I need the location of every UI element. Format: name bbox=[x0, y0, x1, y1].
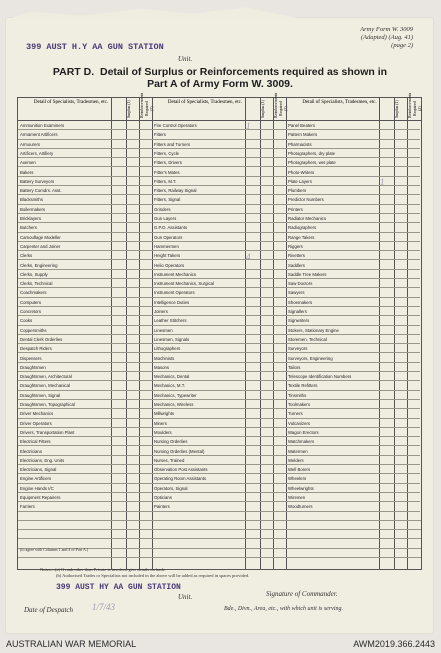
entry-cells bbox=[111, 307, 152, 316]
entry-cells bbox=[245, 372, 286, 381]
specialist-row: Mechanics, Typewriter bbox=[152, 391, 245, 400]
specialist-row: Nursing Orderlies bbox=[152, 437, 245, 446]
entry-cells bbox=[379, 195, 420, 204]
specialist-row: Joiners bbox=[152, 307, 245, 316]
note-b: (b) Authorised Trades or Specialists not included in the above will be added as required in spaces provided. bbox=[56, 573, 250, 578]
specialist-row: Butchers bbox=[18, 223, 111, 232]
specialist-row: G.P.O. Assistants bbox=[152, 223, 245, 232]
entry-cells bbox=[379, 409, 420, 418]
entry-cells bbox=[245, 288, 286, 297]
entry-cells bbox=[245, 158, 286, 167]
entry-cells bbox=[379, 298, 420, 307]
entry-cells bbox=[111, 409, 152, 418]
specialist-row: Opticians bbox=[152, 493, 245, 502]
specialist-row: Wiremen bbox=[286, 493, 379, 502]
specialist-row: Woodturners bbox=[286, 502, 379, 511]
title-line1: Detail of Surplus or Reinforcements required as shown in bbox=[100, 66, 388, 78]
specialist-row: Photographers, wet plate bbox=[286, 158, 379, 167]
blank-row bbox=[18, 530, 421, 539]
column-note: (to agree with Columns 1 and 4 of Part A.) bbox=[20, 547, 89, 552]
entry-cells bbox=[111, 344, 152, 353]
entry-cells bbox=[111, 168, 152, 177]
mark-height-takers: 4 bbox=[246, 252, 251, 262]
form-page: (page 2) bbox=[391, 42, 413, 49]
col1-spec-header: Detail of Specialists, Tradesmen, etc. bbox=[33, 100, 109, 105]
specialist-row: Instrument Mechanics bbox=[152, 270, 245, 279]
specialist-row: Computers bbox=[18, 298, 111, 307]
entry-cells bbox=[245, 409, 286, 418]
specialist-row: Surveyors bbox=[286, 344, 379, 353]
entry-cells bbox=[245, 168, 286, 177]
entry-cells bbox=[379, 474, 420, 483]
entry-cells bbox=[245, 344, 286, 353]
unit-label-bottom: Unit. bbox=[178, 593, 193, 601]
entry-cells bbox=[379, 186, 420, 195]
col3-spec-header: Detail of Specialists, Tradesmen, etc. bbox=[302, 100, 377, 105]
specialist-row: Equipment Repairers bbox=[18, 493, 111, 502]
entry-cells bbox=[111, 335, 152, 344]
specialist-row: Draughtsmen, Signal bbox=[18, 391, 111, 400]
specialist-row: Surveyors, Engineering bbox=[286, 354, 379, 363]
entry-cells bbox=[245, 233, 286, 242]
entry-cells bbox=[379, 233, 420, 242]
entry-cells bbox=[379, 261, 420, 270]
specialist-row: Mechanics, M.T. bbox=[152, 381, 245, 390]
specialist-row: Electricians, Signal bbox=[18, 465, 111, 474]
specialist-row: Leather Stitchers bbox=[152, 316, 245, 325]
entry-cells bbox=[379, 177, 420, 186]
specialist-row: Dental Clerk Orderlies bbox=[18, 335, 111, 344]
entry-cells bbox=[379, 484, 420, 493]
specialist-row: Plumbers bbox=[286, 186, 379, 195]
entry-cells bbox=[379, 121, 420, 130]
specialist-row: Painters bbox=[152, 502, 245, 511]
entry-cells bbox=[245, 130, 286, 139]
entry-cells bbox=[245, 391, 286, 400]
form-title bbox=[40, 66, 400, 90]
specialist-row: Lithographers bbox=[152, 344, 245, 353]
entry-cells bbox=[245, 205, 286, 214]
specialist-row: Boilermakers bbox=[18, 205, 111, 214]
entry-cells bbox=[111, 121, 152, 130]
specialist-row: Artificers, Artillery bbox=[18, 149, 111, 158]
entry-cells bbox=[245, 474, 286, 483]
entry-cells bbox=[245, 307, 286, 316]
entry-cells bbox=[245, 195, 286, 204]
col1-reinf-header: Reinforcements Required (2) bbox=[139, 92, 154, 118]
entry-cells bbox=[111, 261, 152, 270]
entry-cells bbox=[111, 447, 152, 456]
specialist-row: Fitters, M.T. bbox=[152, 177, 245, 186]
entry-cells bbox=[379, 214, 420, 223]
entry-cells bbox=[379, 344, 420, 353]
entry-cells bbox=[111, 474, 152, 483]
entry-cells bbox=[245, 493, 286, 502]
note-a: Notes—(a) If rank other than Private is involved give details on back. bbox=[40, 567, 166, 572]
specialist-row: Electrical Fitters bbox=[18, 437, 111, 446]
entry-cells bbox=[245, 279, 286, 288]
specialist-row: Helio Operators bbox=[152, 261, 245, 270]
specialist-row: Camouflage Modeller bbox=[18, 233, 111, 242]
col2-header bbox=[152, 92, 288, 121]
entry-cells bbox=[111, 428, 152, 437]
entry-cells bbox=[245, 456, 286, 465]
entry-cells bbox=[245, 316, 286, 325]
entry-cells bbox=[245, 465, 286, 474]
entry-cells bbox=[379, 168, 420, 177]
specialist-row: Fitters and Turners bbox=[152, 140, 245, 149]
entry-cells bbox=[379, 140, 420, 149]
entry-cells bbox=[245, 354, 286, 363]
specialist-row: Bricklayers bbox=[18, 214, 111, 223]
specialist-row: Vulcanizers bbox=[286, 419, 379, 428]
entry-cells bbox=[111, 130, 152, 139]
specialist-row: Mechanics, Wireless bbox=[152, 400, 245, 409]
entry-cells bbox=[111, 251, 152, 260]
entry-cells bbox=[111, 465, 152, 474]
specialist-row: Height Takers bbox=[152, 251, 245, 260]
specialist-row: Riggers bbox=[286, 242, 379, 251]
specialist-row: Clerks, Engineering bbox=[18, 261, 111, 270]
entry-cells bbox=[111, 279, 152, 288]
entry-cells bbox=[111, 381, 152, 390]
caption-accession: AWM2019.366.2443 bbox=[353, 639, 435, 649]
specialist-row: Signwriters bbox=[286, 316, 379, 325]
entry-cells bbox=[245, 298, 286, 307]
specialist-row: Drivers, Transportation Plant bbox=[18, 428, 111, 437]
entry-cells bbox=[111, 270, 152, 279]
specialist-row: Battery Surveyors bbox=[18, 177, 111, 186]
specialist-row: Plate Layers bbox=[286, 177, 379, 186]
specialist-row: Masons bbox=[152, 363, 245, 372]
specialist-row: Axemen bbox=[18, 158, 111, 167]
entry-cells bbox=[379, 307, 420, 316]
bde-label: Bde., Divn., Area, etc., with which unit is serving. bbox=[224, 606, 343, 612]
entry-cells bbox=[111, 149, 152, 158]
specialist-row: Shoemakers bbox=[286, 298, 379, 307]
specialist-row: Photo-Writers bbox=[286, 168, 379, 177]
specialist-row: Carpenter and Joiner bbox=[18, 242, 111, 251]
specialist-row: Fitters bbox=[152, 130, 245, 139]
entry-cells bbox=[245, 214, 286, 223]
entry-cells bbox=[245, 251, 286, 260]
entry-cells bbox=[111, 354, 152, 363]
entry-cells bbox=[379, 502, 420, 511]
specialist-row: Driver Mechanics bbox=[18, 409, 111, 418]
title-line2: Part A of Army Form W. 3009. bbox=[147, 78, 293, 90]
specialist-row: Fitter's Mates bbox=[152, 168, 245, 177]
specialist-row: Pattern Makers bbox=[286, 130, 379, 139]
entry-cells bbox=[379, 400, 420, 409]
unit-label-top: Unit. bbox=[178, 55, 193, 63]
specialist-row: Toolmakers bbox=[286, 400, 379, 409]
entry-cells bbox=[379, 437, 420, 446]
specialist-row: Bakers bbox=[18, 168, 111, 177]
specialist-row: Range Takers bbox=[286, 233, 379, 242]
entry-cells bbox=[111, 456, 152, 465]
entry-cells bbox=[245, 149, 286, 158]
entry-cells bbox=[379, 270, 420, 279]
entry-cells bbox=[379, 493, 420, 502]
specialist-row: Saddle Tree Makers bbox=[286, 270, 379, 279]
entry-cells bbox=[111, 298, 152, 307]
entry-cells bbox=[111, 316, 152, 325]
entry-cells bbox=[379, 381, 420, 390]
specialist-row: Hammermen bbox=[152, 242, 245, 251]
specialist-row: Rivetters bbox=[286, 251, 379, 260]
entry-cells bbox=[245, 400, 286, 409]
archive-caption bbox=[0, 635, 441, 653]
specialist-row: Coachmakers bbox=[18, 288, 111, 297]
specialist-row: Clerks, Supply bbox=[18, 270, 111, 279]
entry-cells bbox=[111, 372, 152, 381]
entry-cells bbox=[111, 502, 152, 511]
specialist-row: Draughtsmen bbox=[18, 363, 111, 372]
specialist-row: Watermen bbox=[286, 447, 379, 456]
entry-cells bbox=[245, 223, 286, 232]
specialist-row: Fitters, Cycle bbox=[152, 149, 245, 158]
specialist-row: Saddlers bbox=[286, 261, 379, 270]
specialist-grid bbox=[17, 92, 422, 570]
specialist-row: Stokers, Stationary Engine bbox=[286, 326, 379, 335]
specialist-row: Fitters, Signal bbox=[152, 195, 245, 204]
specialist-row: Fire Control Operators bbox=[152, 121, 245, 130]
entry-cells bbox=[379, 465, 420, 474]
entry-cells bbox=[111, 363, 152, 372]
form-number: Army Form W. 3009 bbox=[360, 26, 413, 33]
specialist-row: Linesmen, Signals bbox=[152, 335, 245, 344]
entry-cells bbox=[379, 447, 420, 456]
entry-cells bbox=[111, 177, 152, 186]
entry-cells bbox=[379, 335, 420, 344]
specialist-row: Turners bbox=[286, 409, 379, 418]
specialist-row: Linesmen bbox=[152, 326, 245, 335]
specialist-row: Sawyers bbox=[286, 288, 379, 297]
entry-cells bbox=[111, 437, 152, 446]
caption-institution: AUSTRALIAN WAR MEMORIAL bbox=[6, 639, 137, 649]
specialist-row: Farriers bbox=[18, 502, 111, 511]
specialist-row: Watchmakers bbox=[286, 437, 379, 446]
specialist-row: Tinsmiths bbox=[286, 391, 379, 400]
specialist-row: Printers bbox=[286, 205, 379, 214]
specialist-row: Concretors bbox=[18, 307, 111, 316]
entry-cells bbox=[379, 130, 420, 139]
specialist-row: Observation Post Assistants bbox=[152, 465, 245, 474]
entry-cells bbox=[111, 326, 152, 335]
entry-cells bbox=[245, 186, 286, 195]
specialist-row: Nursing Orderlies (Mental) bbox=[152, 447, 245, 456]
entry-cells bbox=[379, 354, 420, 363]
specialist-row: Textile Refitters bbox=[286, 381, 379, 390]
despatch-date: 1/7/43 bbox=[92, 602, 116, 612]
entry-cells bbox=[245, 502, 286, 511]
specialist-row: Ammunition Examiners bbox=[18, 121, 111, 130]
col3-surplus-header: Surplus (1) bbox=[394, 100, 399, 118]
entry-cells bbox=[245, 261, 286, 270]
entry-cells bbox=[245, 326, 286, 335]
entry-cells bbox=[379, 223, 420, 232]
specialist-row: Grinders bbox=[152, 205, 245, 214]
col2-reinf-header: Reinforcements Required (2) bbox=[273, 92, 288, 118]
specialist-row: Electricians bbox=[18, 447, 111, 456]
blank-row bbox=[18, 512, 421, 521]
specialist-row: Predictor Numbers bbox=[286, 195, 379, 204]
specialist-row: Clerks bbox=[18, 251, 111, 260]
specialist-row: Driver Operators bbox=[18, 419, 111, 428]
col2-spec-header: Detail of Specialists, Tradesmen, etc. bbox=[167, 100, 243, 105]
specialist-row: Cooks bbox=[18, 316, 111, 325]
specialist-row: Signallers bbox=[286, 307, 379, 316]
entry-cells bbox=[379, 326, 420, 335]
specialist-row: Armament Artificers bbox=[18, 130, 111, 139]
specialist-row: Wagon Erectors bbox=[286, 428, 379, 437]
unit-stamp-bottom: 399 AUST HY AA GUN STATION bbox=[56, 583, 181, 592]
specialist-row: Draughtsmen, Topographical bbox=[18, 400, 111, 409]
specialist-row: Machinists bbox=[152, 354, 245, 363]
form-reference bbox=[360, 26, 413, 50]
specialist-row: Wheelers bbox=[286, 474, 379, 483]
specialist-row: Radiator Mechanics bbox=[286, 214, 379, 223]
specialist-row: Gun Layers bbox=[152, 214, 245, 223]
entry-cells bbox=[245, 447, 286, 456]
mark-fitters: 1 bbox=[246, 121, 251, 131]
specialist-row: Operating Room Assistants bbox=[152, 474, 245, 483]
specialist-row: Battery Comdrs. Asst. bbox=[18, 186, 111, 195]
specialist-row: Well Borers bbox=[286, 465, 379, 474]
title-part: PART D. bbox=[52, 66, 95, 78]
entry-cells bbox=[111, 400, 152, 409]
col2-surplus-header: Surplus (1) bbox=[260, 100, 265, 118]
specialist-row: Fitters, Railway Signal bbox=[152, 186, 245, 195]
unit-stamp-top: 399 AUST H.Y AA GUN STATION bbox=[26, 42, 164, 52]
entry-cells bbox=[245, 121, 286, 130]
entry-cells bbox=[379, 372, 420, 381]
entry-cells bbox=[379, 251, 420, 260]
specialist-row: Welders bbox=[286, 456, 379, 465]
entry-cells bbox=[379, 391, 420, 400]
entry-cells bbox=[111, 223, 152, 232]
specialist-row: Draughtsmen, Mechanical bbox=[18, 381, 111, 390]
specialist-row: Miners bbox=[152, 419, 245, 428]
specialist-row: Fitters, Drivers bbox=[152, 158, 245, 167]
specialist-row: Operators, Signal bbox=[152, 484, 245, 493]
specialist-row: Armourers bbox=[18, 140, 111, 149]
specialist-row: Coppersmiths bbox=[18, 326, 111, 335]
entry-cells bbox=[245, 242, 286, 251]
entry-cells bbox=[111, 140, 152, 149]
specialist-row: Storemen, Technical bbox=[286, 335, 379, 344]
entry-cells bbox=[245, 363, 286, 372]
entry-cells bbox=[111, 205, 152, 214]
specialist-row: Moulders bbox=[152, 428, 245, 437]
entry-cells bbox=[111, 493, 152, 502]
entry-cells bbox=[111, 158, 152, 167]
specialist-row: Engine Artificers bbox=[18, 474, 111, 483]
entry-cells bbox=[245, 177, 286, 186]
col3-reinf-header: Reinforcements Required (2) bbox=[407, 92, 422, 118]
specialist-row: Instrument Operators bbox=[152, 288, 245, 297]
entry-cells bbox=[111, 186, 152, 195]
entry-cells bbox=[379, 428, 420, 437]
specialist-row: Saw Doctors bbox=[286, 279, 379, 288]
entry-cells bbox=[379, 149, 420, 158]
specialist-row: Intelligence Duties bbox=[152, 298, 245, 307]
entry-cells bbox=[245, 484, 286, 493]
col3-header bbox=[286, 92, 422, 121]
entry-cells bbox=[379, 242, 420, 251]
entry-cells bbox=[111, 484, 152, 493]
entry-cells bbox=[111, 214, 152, 223]
footnotes bbox=[20, 547, 250, 579]
entry-cells bbox=[379, 363, 420, 372]
entry-cells bbox=[379, 279, 420, 288]
col1-surplus-header: Surplus (1) bbox=[126, 100, 131, 118]
form-adapted: (Adapted) (Aug. 41) bbox=[360, 34, 413, 41]
specialist-row: Electricians, Eng. Units bbox=[18, 456, 111, 465]
entry-cells bbox=[379, 158, 420, 167]
specialist-row: Tailors bbox=[286, 363, 379, 372]
specialist-row: Pharmacists bbox=[286, 140, 379, 149]
specialist-row: Instrument Mechanics, Surgical bbox=[152, 279, 245, 288]
specialist-row: Dispensers bbox=[18, 354, 111, 363]
entry-cells bbox=[379, 419, 420, 428]
specialist-row: Telescope Identification Numbers bbox=[286, 372, 379, 381]
entry-cells bbox=[245, 381, 286, 390]
specialist-row: Radiographers bbox=[286, 223, 379, 232]
specialist-row: Mechanics, Dental bbox=[152, 372, 245, 381]
entry-cells bbox=[245, 270, 286, 279]
mark-predictor: 1 bbox=[380, 177, 385, 187]
entry-cells bbox=[379, 316, 420, 325]
col1-header bbox=[18, 92, 154, 121]
specialist-row: Engine Hands I/C bbox=[18, 484, 111, 493]
specialist-row: Gun Operators bbox=[152, 233, 245, 242]
specialist-row: Blacksmiths bbox=[18, 195, 111, 204]
specialist-row: Wheelwrights bbox=[286, 484, 379, 493]
entry-cells bbox=[111, 195, 152, 204]
specialist-row: Clerks, Technical bbox=[18, 279, 111, 288]
entry-cells bbox=[111, 233, 152, 242]
entry-cells bbox=[379, 288, 420, 297]
entry-cells bbox=[379, 456, 420, 465]
specialist-row: Draughtsmen, Architectural bbox=[18, 372, 111, 381]
signature-label: Signature of Commander. bbox=[266, 590, 338, 598]
entry-cells bbox=[245, 428, 286, 437]
specialist-row: Panel Beaters bbox=[286, 121, 379, 130]
entry-cells bbox=[245, 140, 286, 149]
despatch-label: Date of Despatch bbox=[24, 606, 73, 614]
entry-cells bbox=[111, 242, 152, 251]
specialist-row: Despatch Riders bbox=[18, 344, 111, 353]
entry-cells bbox=[111, 419, 152, 428]
entry-cells bbox=[111, 391, 152, 400]
entry-cells bbox=[111, 288, 152, 297]
entry-cells bbox=[245, 419, 286, 428]
entry-cells bbox=[379, 205, 420, 214]
specialist-row: Photographers, dry plate bbox=[286, 149, 379, 158]
specialist-row: Millwrights bbox=[152, 409, 245, 418]
entry-cells bbox=[245, 437, 286, 446]
entry-cells bbox=[245, 335, 286, 344]
blank-row bbox=[18, 521, 421, 530]
specialist-row: Nurses, Trained bbox=[152, 456, 245, 465]
